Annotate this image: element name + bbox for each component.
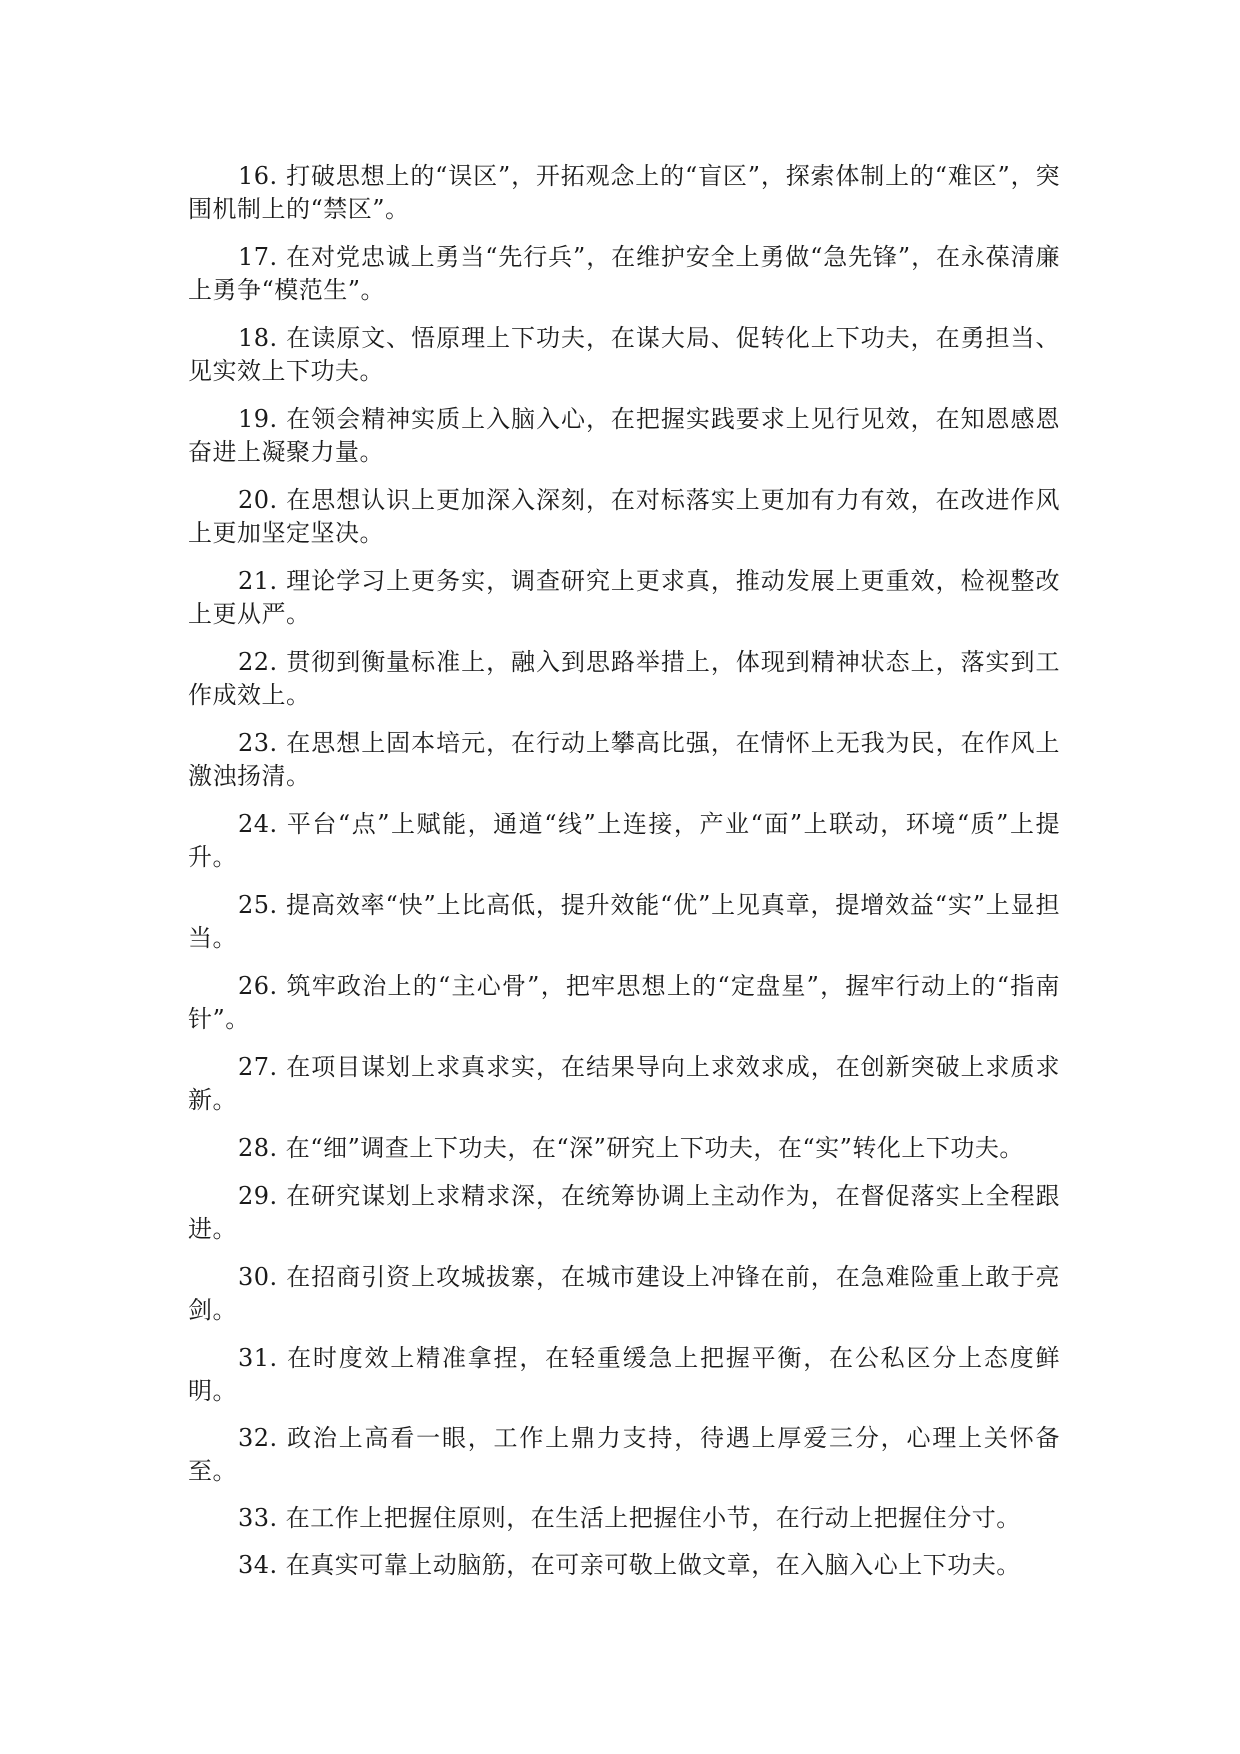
list-item-33: 33. 在工作上把握住原则，在生活上把握住小节，在行动上把握住分寸。 — [238, 1504, 1021, 1532]
list-item-28: 28. 在“细”调查上下功夫，在“深”研究上下功夫，在“实”转化上下功夫。 — [238, 1134, 1024, 1162]
list-item-26: 26. 筑牢政治上的“主心骨”，把牢思想上的“定盘星”，握牢行动上的“指南针”。 — [188, 972, 1060, 1033]
list-item-19: 19. 在领会精神实质上入脑入心，在把握实践要求上见行见效，在知恩感恩奋进上凝聚力量。 — [188, 405, 1060, 466]
list-item-23: 23. 在思想上固本培元，在行动上攀高比强，在情怀上无我为民，在作风上激浊扬清。 — [188, 729, 1060, 790]
document-page — [188, 160, 1060, 1596]
list-item-24: 24. 平台“点”上赋能，通道“线”上连接，产业“面”上联动，环境“质”上提升。 — [188, 810, 1060, 871]
list-item-17: 17. 在对党忠诚上勇当“先行兵”，在维护安全上勇做“急先锋”，在永葆清廉上勇争“模范生”。 — [188, 243, 1060, 304]
list-item-29: 29. 在研究谋划上求精求深，在统筹协调上主动作为，在督促落实上全程跟进。 — [188, 1182, 1060, 1243]
list-item-31: 31. 在时度效上精准拿捏，在轻重缓急上把握平衡，在公私区分上态度鲜明。 — [188, 1344, 1060, 1405]
list-item-16: 16. 打破思想上的“误区”，开拓观念上的“盲区”，探索体制上的“难区”，突围机制上的“禁区”。 — [188, 162, 1060, 223]
list-item-22: 22. 贯彻到衡量标准上，融入到思路举措上，体现到精神状态上，落实到工作成效上。 — [188, 648, 1060, 709]
list-item-18: 18. 在读原文、悟原理上下功夫，在谋大局、促转化上下功夫，在勇担当、见实效上下功夫。 — [188, 324, 1060, 385]
list-item-21: 21. 理论学习上更务实，调查研究上更求真，推动发展上更重效，检视整改上更从严。 — [188, 567, 1060, 628]
list-item-27: 27. 在项目谋划上求真求实，在结果导向上求效求成，在创新突破上求质求新。 — [188, 1053, 1060, 1114]
list-item-32: 32. 政治上高看一眼，工作上鼎力支持，待遇上厚爱三分，心理上关怀备至。 — [188, 1424, 1060, 1485]
list-item-30: 30. 在招商引资上攻城拔寨，在城市建设上冲锋在前，在急难险重上敢于亮剑。 — [188, 1263, 1060, 1324]
list-item-34: 34. 在真实可靠上动脑筋，在可亲可敬上做文章，在入脑入心上下功夫。 — [238, 1551, 1021, 1579]
list-item-25: 25. 提高效率“快”上比高低，提升效能“优”上见真章，提增效益“实”上显担当。 — [188, 891, 1060, 952]
list-item-20: 20. 在思想认识上更加深入深刻，在对标落实上更加有力有效，在改进作风上更加坚定坚决。 — [188, 486, 1060, 547]
